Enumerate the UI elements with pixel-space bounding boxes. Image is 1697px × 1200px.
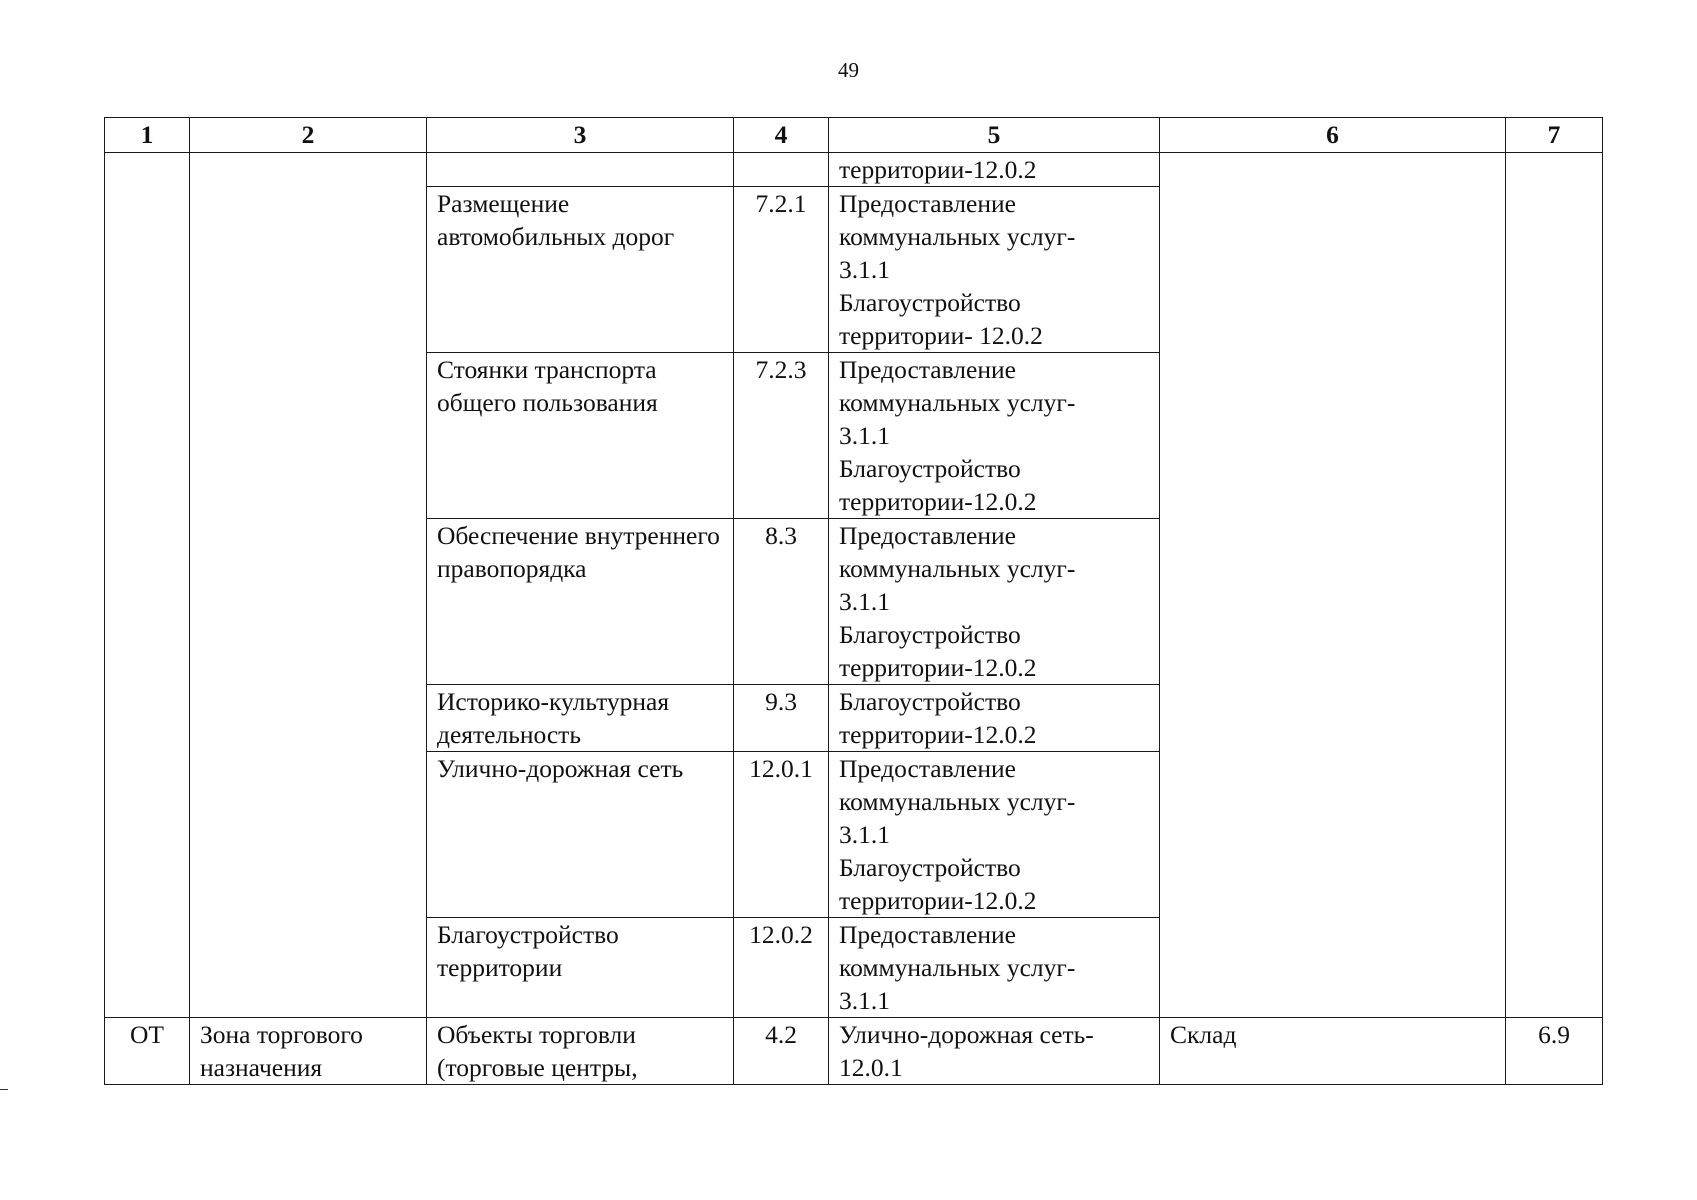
aux-use-line: территории-12.0.2 [839,720,1037,749]
aux-use-cell [829,1018,1160,1085]
aux-use-line: территории- 12.0.2 [839,321,1043,350]
aux-use-line: Благоустройство [839,288,1021,317]
use-code-cell: 7.2.3 [734,353,829,519]
aux-use-line: коммунальных услуг- [839,953,1076,982]
aux-use-cell [829,752,1160,918]
conditional-code-cell: 6.9 [1506,1018,1603,1085]
column-header: 6 [1160,118,1506,153]
aux-use-line: 3.1.1 [839,421,890,450]
aux-use-line: Предоставление [839,189,1016,218]
use-name-cell: Размещение автомобильных дорог [427,187,734,353]
zone-name-cell: Зона торгового назначения [190,1018,427,1085]
aux-use-cell: территории-12.0.2 [829,153,1160,187]
column-header: 3 [427,118,734,153]
aux-use-line: 3.1.1 [839,587,890,616]
aux-use-line: Предоставление [839,754,1016,783]
aux-use-line: коммунальных услуг- [839,554,1076,583]
use-code-cell: 12.0.1 [734,752,829,918]
aux-use-line: Предоставление [839,521,1016,550]
column-header: 5 [829,118,1160,153]
aux-use-line: 3.1.1 [839,820,890,849]
aux-use-line: Благоустройство [839,620,1021,649]
scan-artifact-mark [0,1089,8,1090]
aux-use-cell [829,519,1160,685]
land-use-table [104,117,1603,1085]
aux-use-line: Улично-дорожная сеть- [839,1020,1094,1049]
aux-use-cell [829,187,1160,353]
aux-use-line: Предоставление [839,920,1016,949]
use-name-cell-empty [427,153,734,187]
conditional-use-cell: Склад [1160,1018,1506,1085]
aux-use-cell [829,918,1160,1018]
aux-use-line: территории-12.0.2 [839,487,1037,516]
use-name-cell: Объекты торговли (торговые центры, [427,1018,734,1085]
aux-use-cell [829,685,1160,752]
use-name-cell: Улично-дорожная сеть [427,752,734,918]
column-header: 1 [105,118,190,153]
use-name-cell: Обеспечение внутреннего правопорядка [427,519,734,685]
table-row-continued [105,153,1603,187]
use-code-cell: 8.3 [734,519,829,685]
conditional-code-cell-empty [1506,153,1603,1018]
column-header: 4 [734,118,829,153]
page-number: 49 [838,58,859,82]
aux-use-line: 3.1.1 [839,986,890,1015]
zone-code-cell-empty [105,153,190,1018]
aux-use-line: 12.0.1 [839,1053,903,1082]
aux-use-line: 3.1.1 [839,255,890,284]
table-row-zone [105,1018,1603,1085]
aux-use-line: Благоустройство [839,853,1021,882]
use-code-cell: 4.2 [734,1018,829,1085]
use-code-cell-empty [734,153,829,187]
column-header: 7 [1506,118,1603,153]
aux-use-line: Благоустройство [839,454,1021,483]
use-name-cell: Историко-культурная деятельность [427,685,734,752]
aux-use-line: территории-12.0.2 [839,886,1037,915]
use-name-cell: Стоянки транспорта общего пользования [427,353,734,519]
aux-use-cell [829,353,1160,519]
header-row [105,118,1603,153]
aux-use-line: коммунальных услуг- [839,787,1076,816]
column-header: 2 [190,118,427,153]
aux-use-line: территории-12.0.2 [839,653,1037,682]
use-code-cell: 9.3 [734,685,829,752]
aux-use-line: коммунальных услуг- [839,222,1076,251]
use-name-cell: Благоустройство территории [427,918,734,1018]
use-code-cell: 12.0.2 [734,918,829,1018]
aux-use-line: Предоставление [839,355,1016,384]
aux-use-line: Благоустройство [839,687,1021,716]
use-code-cell: 7.2.1 [734,187,829,353]
zone-code-cell: ОТ [105,1018,190,1085]
zone-name-cell-empty [190,153,427,1018]
conditional-use-cell-empty [1160,153,1506,1018]
aux-use-line: коммунальных услуг- [839,388,1076,417]
